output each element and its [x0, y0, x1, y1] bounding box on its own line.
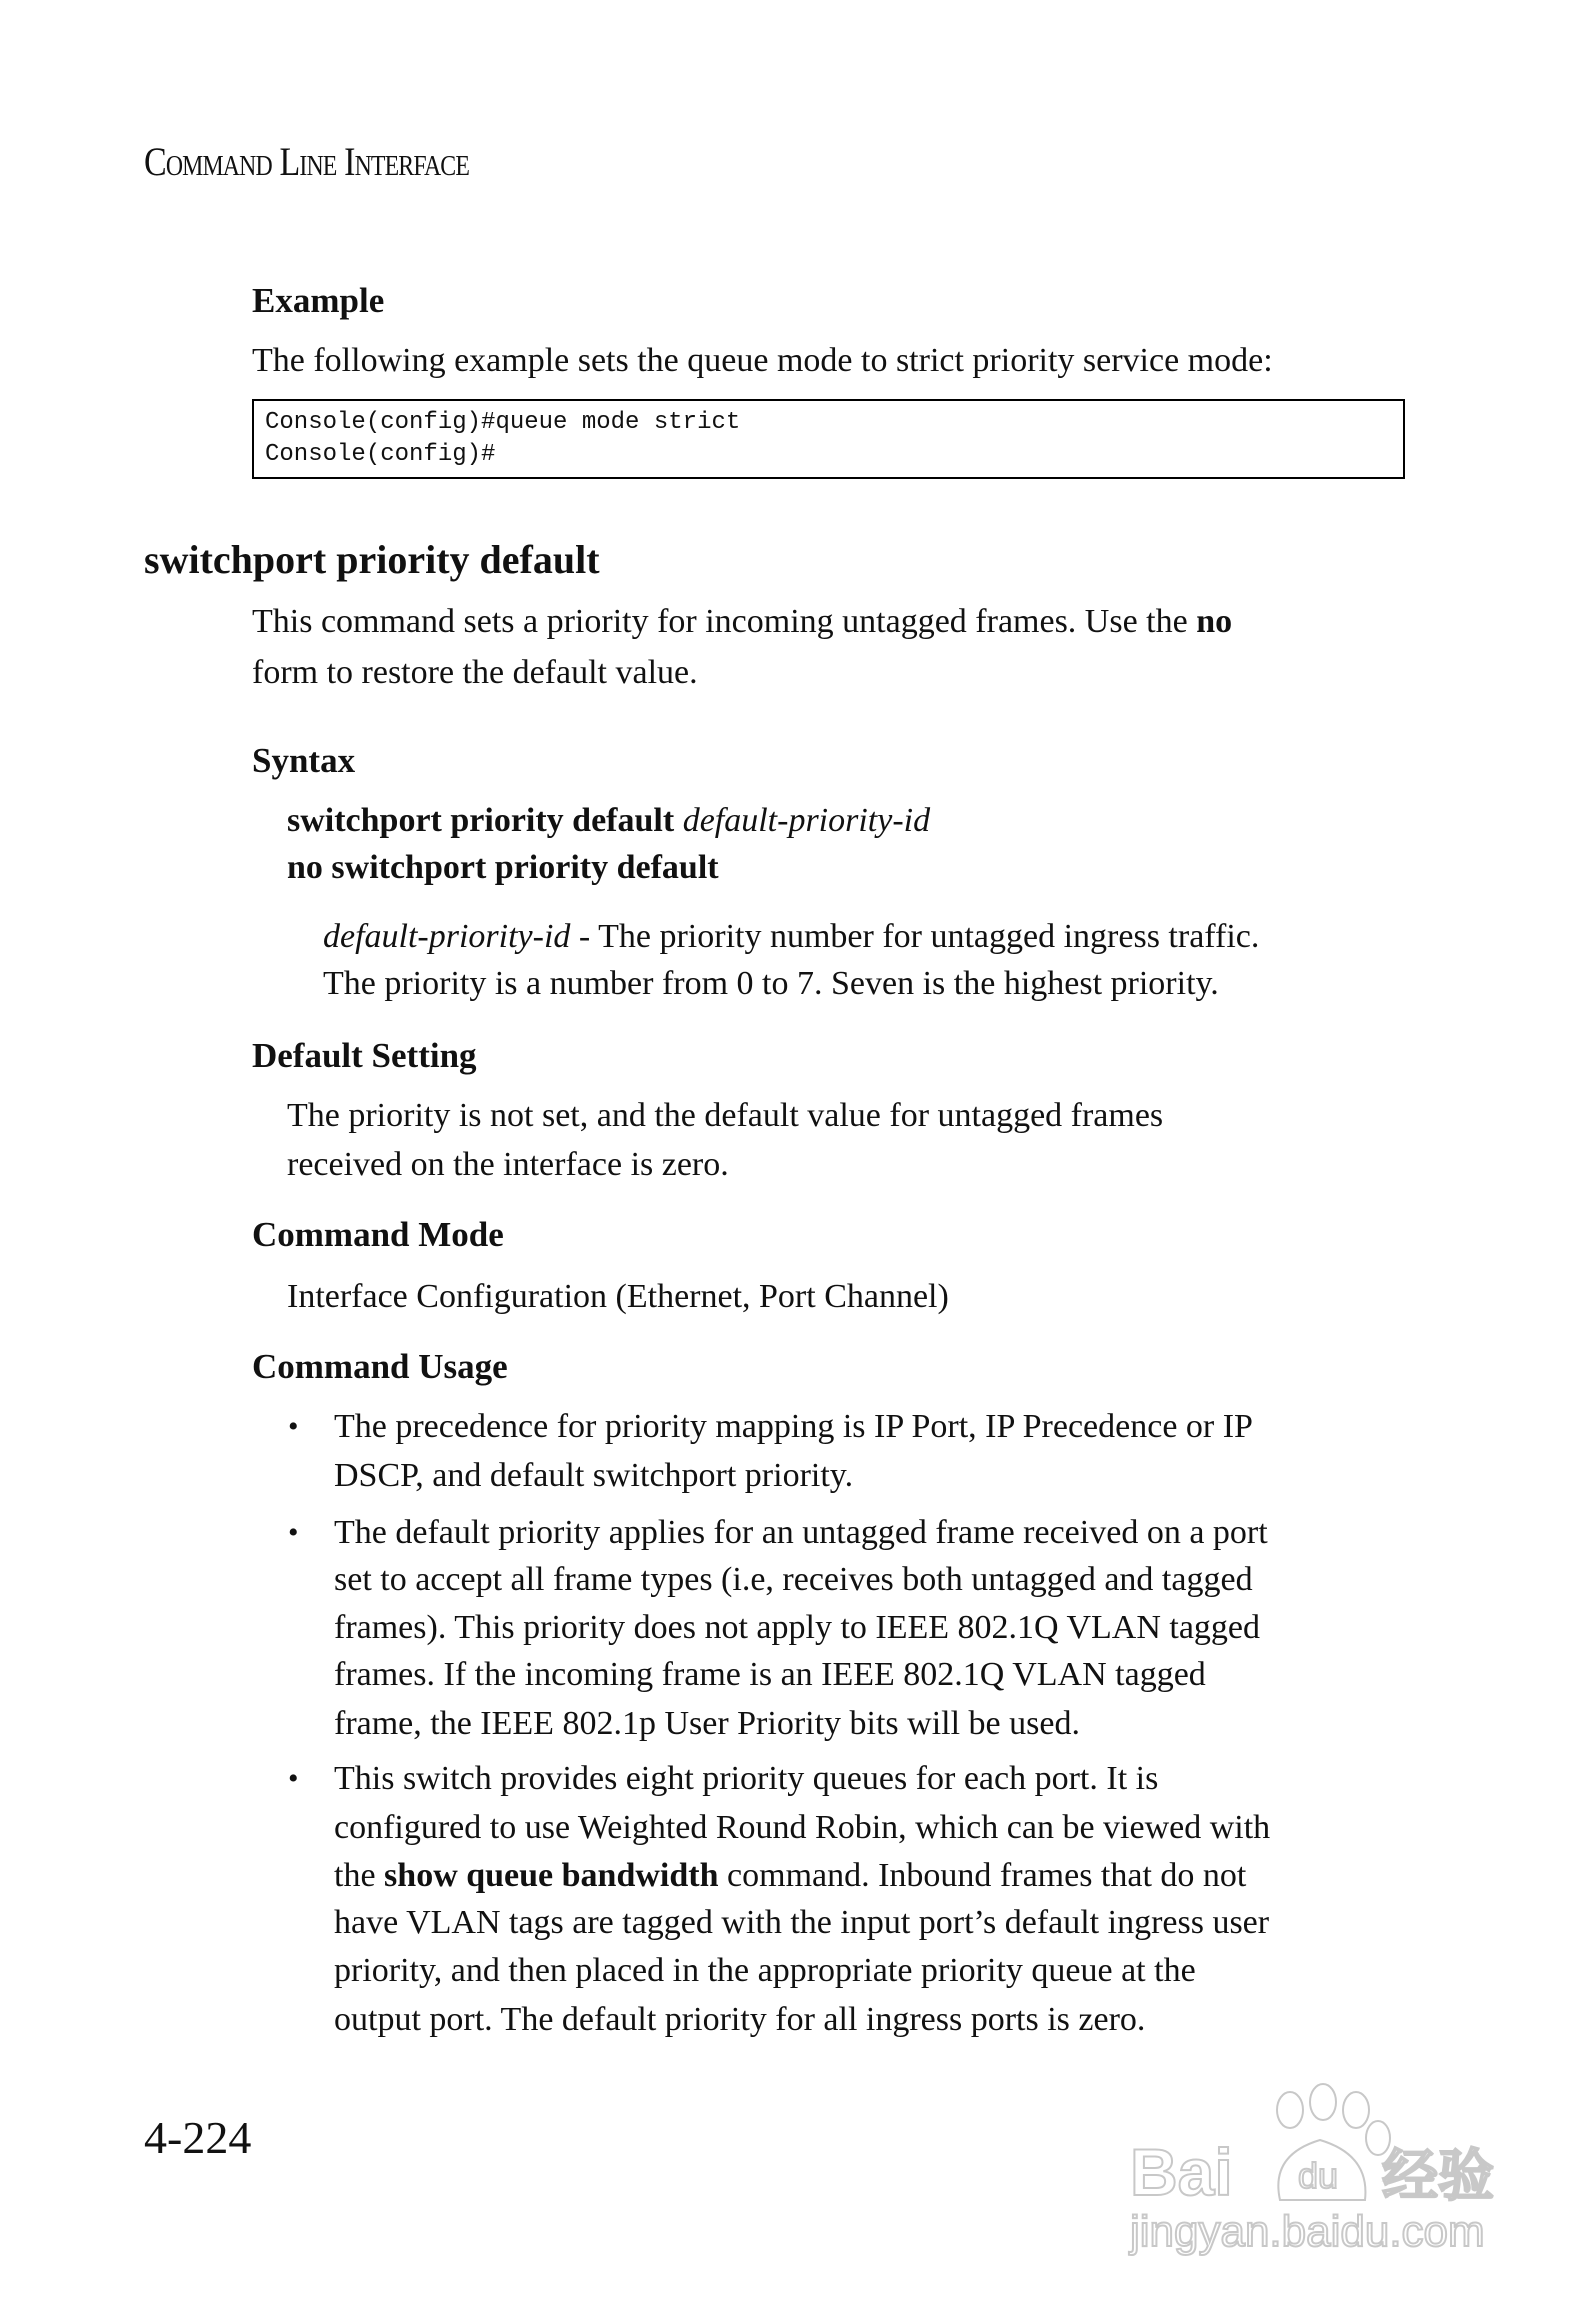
bold-text: show queue bandwidth [384, 1857, 719, 1894]
usage-bullet-line [334, 1604, 1260, 1652]
usage-bullet-line [334, 1996, 1145, 2044]
description-line [252, 649, 698, 697]
syntax-line [287, 844, 719, 892]
code-line: Console(config)#queue mode strict [265, 409, 741, 436]
baidu-jingyan-watermark-logo [1120, 2060, 1520, 2260]
text-run: frame, the IEEE 802.1p User Priority bits will be used. [334, 1705, 1080, 1742]
bold-text: no switchport priority default [287, 849, 719, 886]
text-run: output port. The default priority for all ingress ports is zero. [334, 2001, 1146, 2038]
text-run: DSCP, and default switchport priority. [334, 1457, 854, 1494]
text-run: received on the interface is zero. [287, 1146, 729, 1183]
page-number: 4-224 [144, 2112, 252, 2163]
text-run: priority, and then placed in the appropriate priority queue at the [334, 1952, 1196, 1989]
running-header: Command Line Interface [144, 139, 470, 184]
usage-bullet-line [334, 1755, 1158, 1803]
usage-bullet-line [334, 1452, 853, 1500]
text-run: The priority is not set, and the default value for untagged frames [287, 1097, 1164, 1134]
syntax-heading: Syntax [252, 741, 356, 780]
usage-bullet-line [334, 1556, 1253, 1604]
usage-bullet-line [334, 1899, 1269, 1947]
command-mode-heading: Command Mode [252, 1215, 504, 1254]
bold-text: switchport priority default [287, 802, 683, 839]
command-mode-line [287, 1273, 949, 1321]
default-setting-heading: Default Setting [252, 1036, 477, 1075]
parameter-description-line [323, 960, 1219, 1008]
syntax-line [287, 797, 930, 845]
default-setting-line [287, 1141, 729, 1189]
default-setting-line [287, 1092, 1163, 1140]
italic-text: default-priority-id [682, 802, 931, 839]
example-heading: Example [252, 281, 385, 320]
description-line [252, 598, 1232, 646]
text-run: command. Inbound frames that do not [718, 1857, 1247, 1894]
command-usage-heading: Command Usage [252, 1347, 508, 1386]
text-run: The default priority applies for an untagged frame received on a port [334, 1514, 1268, 1551]
usage-bullet-line [334, 1804, 1270, 1852]
svg-text:du: du [1298, 2155, 1339, 2196]
text-run: frames). This priority does not apply to IEEE 802.1Q VLAN tagged [334, 1609, 1261, 1646]
usage-bullet-line [334, 1852, 1246, 1900]
text-run: This command sets a priority for incoming untagged frames. Use the [252, 603, 1197, 640]
code-example-box [252, 399, 1405, 479]
text-run: have VLAN tags are tagged with the input port’s default ingress user [334, 1904, 1270, 1941]
text-run: configured to use Weighted Round Robin, which can be viewed with [334, 1809, 1271, 1846]
text-run: Interface Configuration (Ethernet, Port Channel) [287, 1278, 949, 1315]
usage-bullet-line [334, 1403, 1253, 1451]
text-run: frames. If the incoming frame is an IEEE 802.1Q VLAN tagged [334, 1656, 1206, 1693]
usage-bullet-line [334, 1947, 1196, 1995]
text-run: form to restore the default value. [252, 654, 698, 691]
bold-text: no [1196, 603, 1233, 640]
bullet-marker: • [288, 1410, 299, 1443]
code-line: Console(config)# [265, 441, 496, 468]
text-run: - The priority number for untagged ingress traffic. [570, 918, 1260, 955]
svg-text:jingyan.baidu.com: jingyan.baidu.com [1130, 2207, 1485, 2256]
italic-text: default-priority-id [323, 918, 571, 955]
usage-bullet-line [334, 1509, 1268, 1557]
parameter-description-line [323, 913, 1259, 961]
usage-bullet-line [334, 1651, 1206, 1699]
usage-bullet-line [334, 1700, 1080, 1748]
text-run: This switch provides eight priority queues for each port. It is [334, 1760, 1159, 1797]
text-run: The priority is a number from 0 to 7. Seven is the highest priority. [323, 965, 1219, 1002]
text-run: set to accept all frame types (i.e, receives both untagged and tagged [334, 1561, 1253, 1598]
section-title: switchport priority default [144, 537, 600, 582]
bullet-marker: • [288, 1762, 299, 1795]
bullet-marker: • [288, 1516, 299, 1549]
example-intro: The following example sets the queue mode to strict priority service mode: [252, 342, 1273, 379]
svg-text:Bai: Bai [1130, 2135, 1233, 2209]
text-run: the [334, 1857, 385, 1894]
text-run: The precedence for priority mapping is IP Port, IP Precedence or IP [334, 1408, 1253, 1445]
svg-text:经验: 经验 [1382, 2144, 1494, 2209]
